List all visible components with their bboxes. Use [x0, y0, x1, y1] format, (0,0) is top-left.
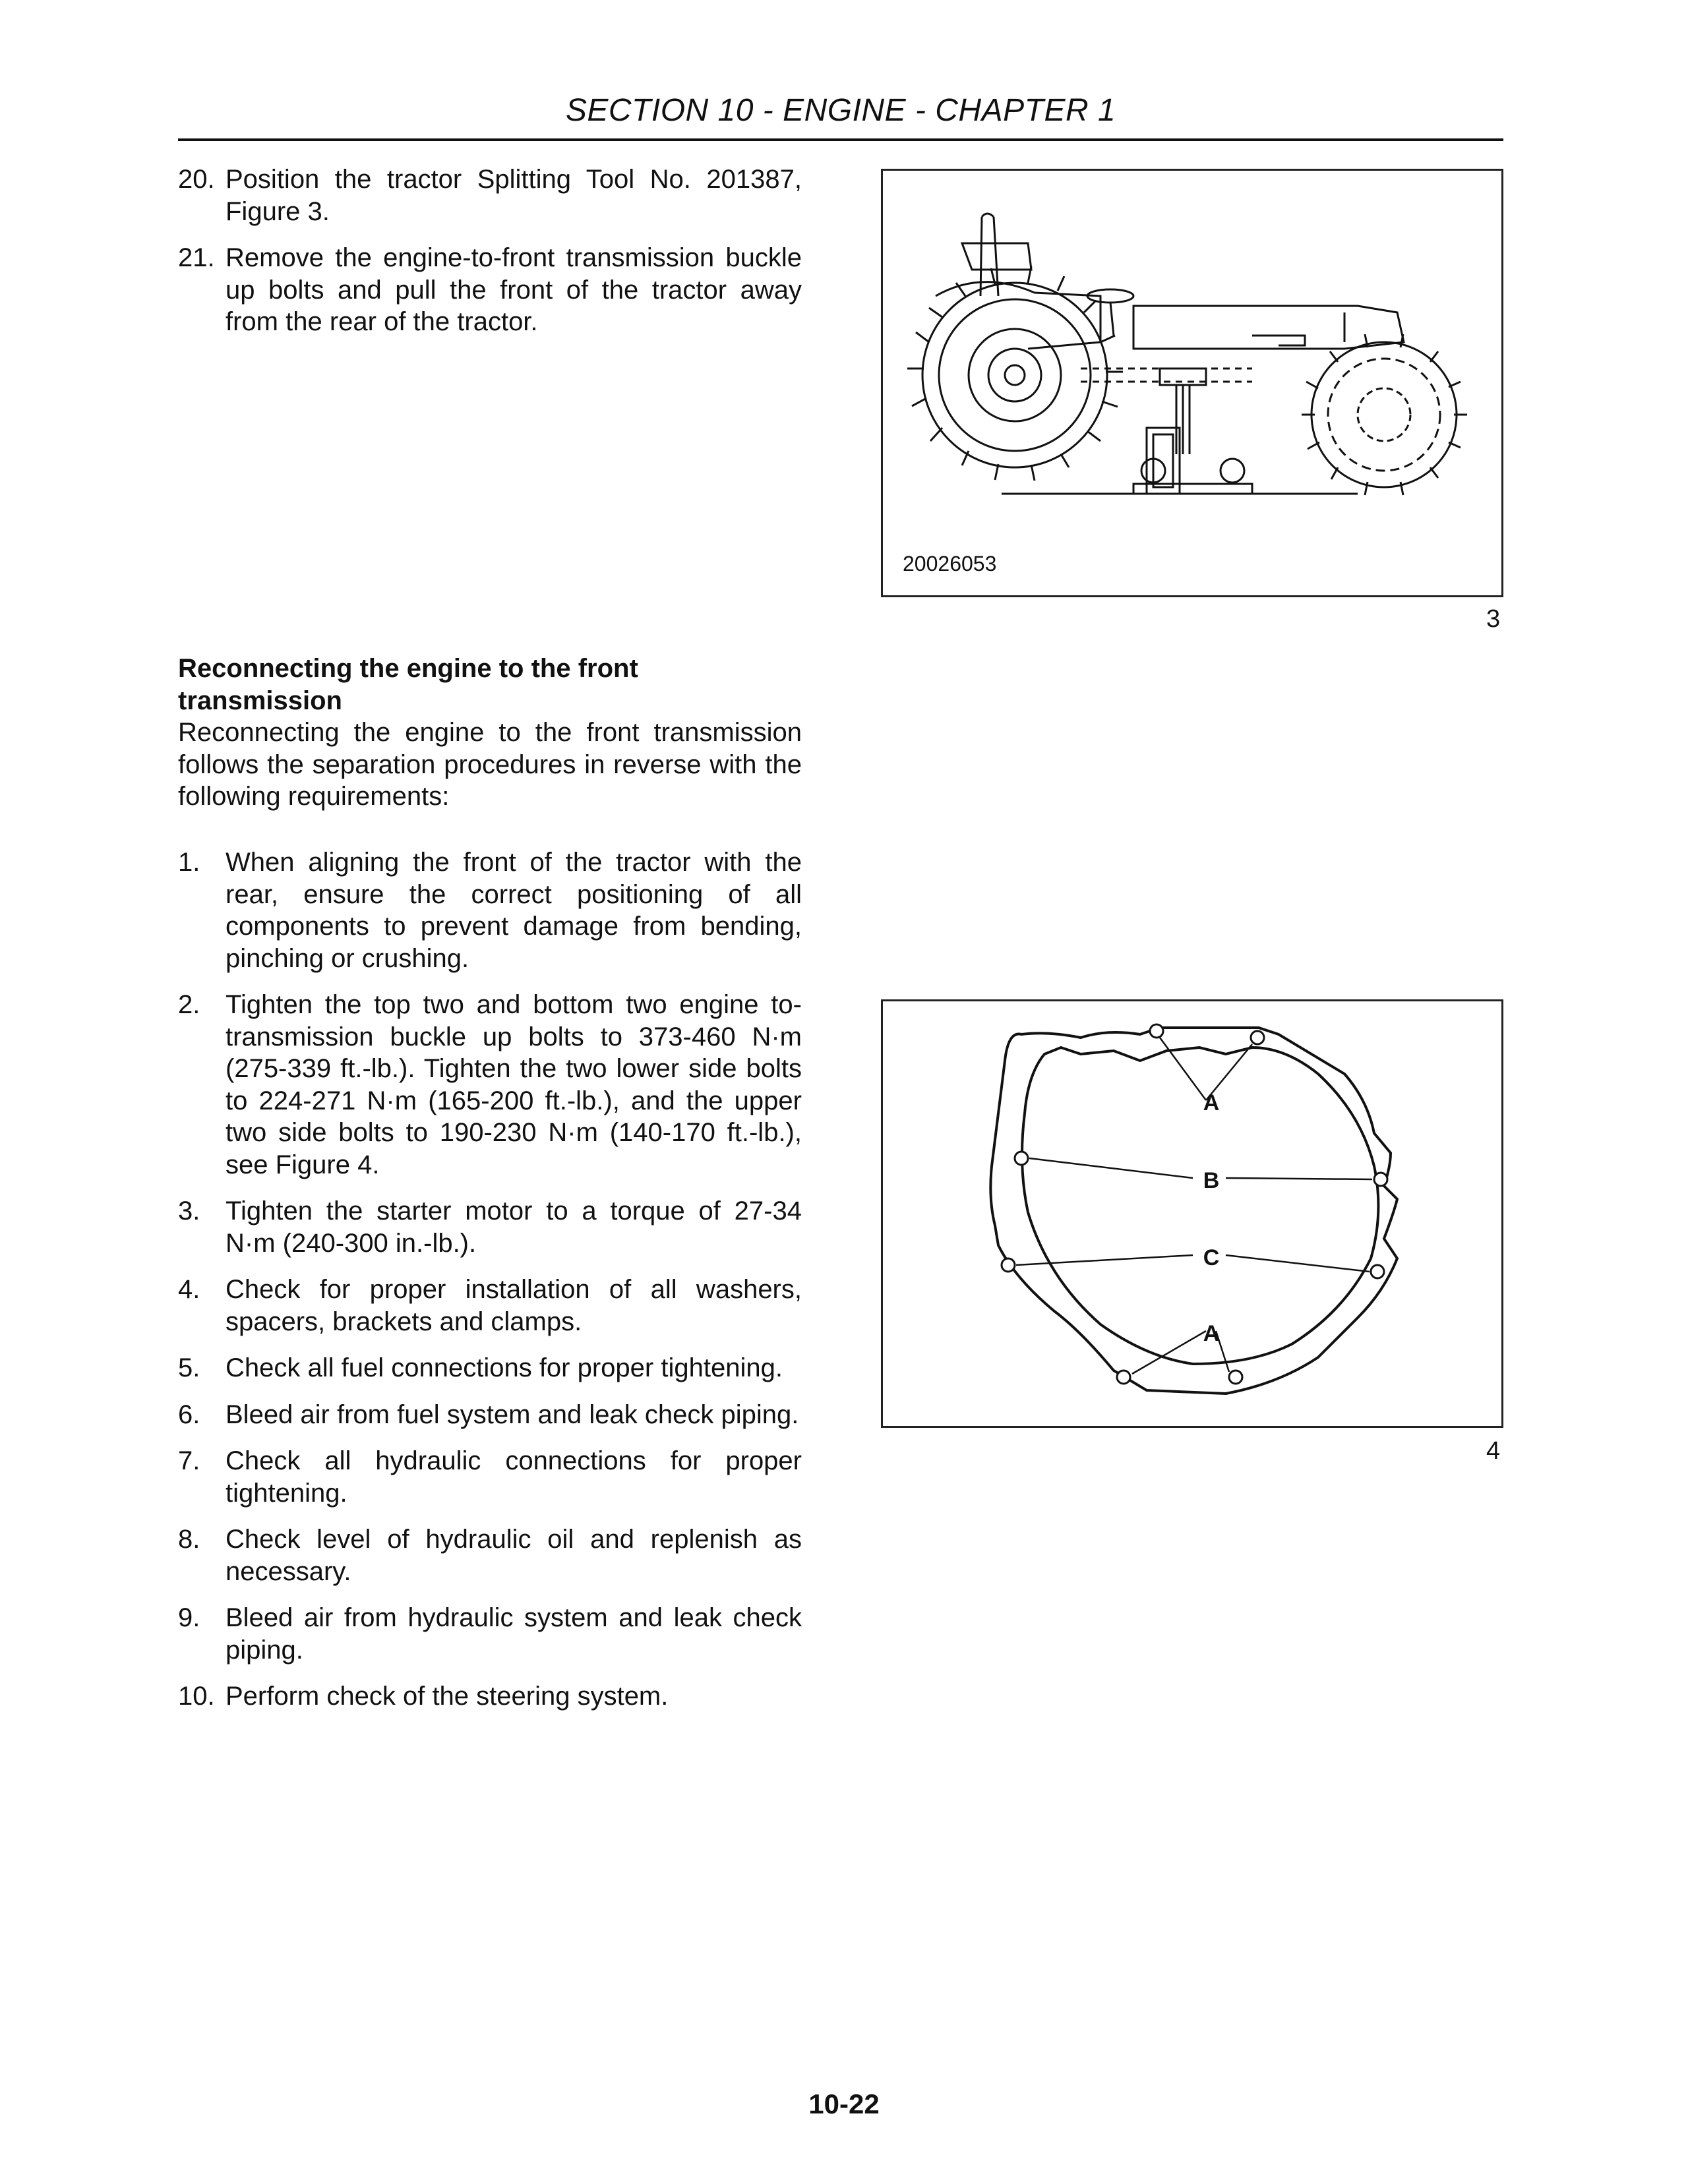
- step-number: 10.: [178, 1682, 215, 1711]
- step-text: Check all hydraulic connections for proper tightening.: [226, 1446, 802, 1508]
- section-heading: Reconnecting the engine to the front transmission: [178, 654, 638, 715]
- figure-4-bolt-pattern: [881, 999, 1503, 1428]
- step-text: Bleed air from hydraulic system and leak check piping.: [226, 1603, 802, 1665]
- step-text: Remove the engine-to-front transmission buckle up bolts and pull the front of the tractor away from the rear of the tractor.: [226, 243, 802, 336]
- step-text: Position the tractor Splitting Tool No. 201387, Figure 3.: [226, 165, 802, 226]
- step-text: Check level of hydraulic oil and replenish as necessary.: [226, 1525, 802, 1586]
- step-text: Tighten the starter motor to a torque of 27-34 N·m (240-300 in.-lb.).: [226, 1196, 802, 1258]
- step-number: 7.: [178, 1446, 200, 1475]
- label-a-top: A: [1203, 1090, 1220, 1115]
- bolt-pattern-diagram: [883, 1001, 1501, 1426]
- steps-list: [178, 846, 802, 1727]
- step-number: 2.: [178, 990, 200, 1019]
- list-item: [178, 846, 802, 974]
- step-number: 6.: [178, 1400, 200, 1429]
- list-item: [178, 163, 802, 227]
- step-number: 1.: [178, 848, 200, 877]
- step-text: Bleed air from fuel system and leak check piping.: [226, 1400, 799, 1429]
- figure-code: 20026053: [903, 552, 997, 576]
- figure-number: 3: [1486, 605, 1501, 633]
- tractor-split-illustration: [883, 171, 1501, 595]
- step-number: 20.: [178, 165, 215, 194]
- list-item: [178, 1602, 802, 1666]
- section-paragraph: Reconnecting the engine to the front transmission follows the separation procedures in reverse with the following requirements:: [178, 718, 802, 811]
- label-b: B: [1203, 1168, 1220, 1193]
- label-c: C: [1203, 1245, 1220, 1270]
- step-text: Perform check of the steering system.: [226, 1682, 669, 1711]
- label-a-bottom: A: [1203, 1321, 1220, 1346]
- step-text: Check for proper installation of all washers, spacers, brackets and clamps.: [226, 1275, 802, 1336]
- header-rule: [178, 138, 1503, 141]
- step-number: 8.: [178, 1525, 200, 1554]
- list-item: [178, 1352, 802, 1384]
- list-item: [178, 242, 802, 338]
- figure-3-tractor-split: [881, 169, 1503, 597]
- page-header: SECTION 10 - ENGINE - CHAPTER 1: [565, 93, 1116, 128]
- step-text: When aligning the front of the tractor with the rear, ensure the correct positioning of all components to prevent damage from bending, pinching or crushing.: [226, 848, 802, 973]
- list-item: [178, 1445, 802, 1509]
- step-text: Tighten the top two and bottom two engine to-transmission buckle up bolts to 373-460 N·m (275-339 ft.-lb.). Tighten the two lower side bolts to 224-271 N·m (165-200 ft.-lb.), and the upper two side bolts to 190-230 N·m (140-170 ft.-lb.), see Figure 4.: [226, 990, 802, 1179]
- step-number: 21.: [178, 243, 215, 272]
- step-number: 9.: [178, 1603, 200, 1632]
- list-item: [178, 989, 802, 1181]
- step-number: 4.: [178, 1275, 200, 1304]
- step-text: Check all fuel connections for proper tightening.: [226, 1353, 783, 1382]
- list-item: [178, 1274, 802, 1338]
- page-number: 10-22: [808, 2088, 880, 2119]
- steps-list-top: [178, 163, 802, 353]
- step-number: 3.: [178, 1196, 200, 1225]
- list-item: [178, 1195, 802, 1259]
- list-item: [178, 1680, 802, 1713]
- figure-number: 4: [1486, 1437, 1501, 1465]
- step-number: 5.: [178, 1353, 200, 1382]
- list-item: [178, 1523, 802, 1587]
- list-item: [178, 1399, 802, 1431]
